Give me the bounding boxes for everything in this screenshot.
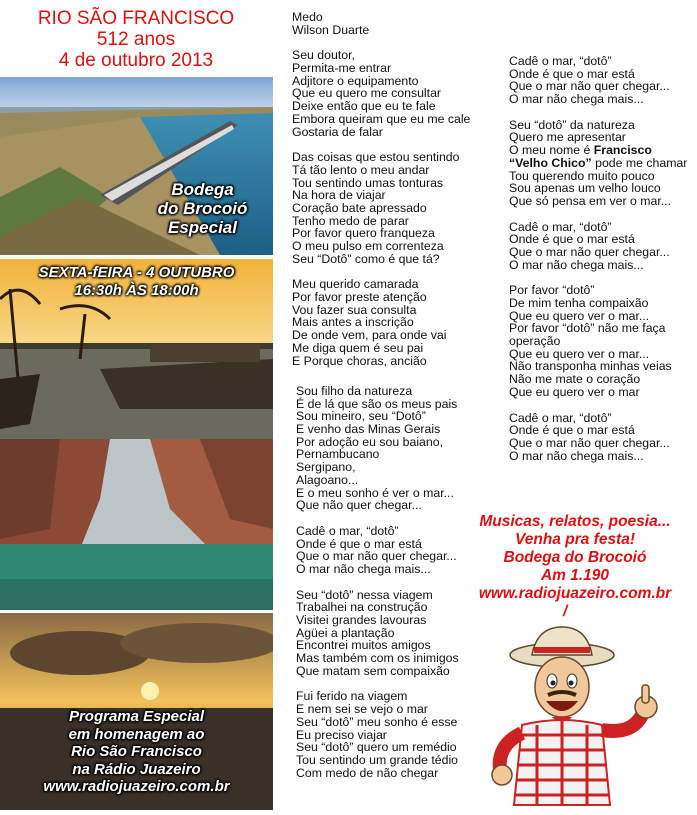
poem-line: Encontrei muitos amigos — [296, 638, 431, 653]
poem-line: Que o mar não quer chegar... — [296, 549, 457, 564]
poem-line: Onde é que o mar está — [509, 423, 635, 438]
poem-line: Cadê o mar, “dotô” — [509, 219, 612, 234]
poem-title: Medo — [292, 10, 323, 24]
poem-line: Sou mineiro, seu “Dotô” — [296, 409, 426, 424]
poem-line: Tou sentindo umas tonturas — [292, 175, 444, 190]
poem-line: Coração bate apressado — [292, 200, 427, 215]
poem-line: Visitei grandes lavouras — [296, 613, 427, 627]
header-years: 512 anos — [96, 29, 176, 50]
promo — [455, 513, 695, 621]
poem-line: Por favor “dotô” — [509, 283, 595, 298]
poem-line: Seu “dotô” nessa viagem — [296, 587, 433, 602]
poem-line: Seu “Dotô” como é que tá? — [292, 251, 440, 266]
poem-line: Cadê o mar, “dotô” — [509, 54, 612, 68]
poem-line: Me diga quem é seu pai — [292, 340, 424, 355]
poem-line: O mar não chega mais... — [509, 448, 644, 463]
poem-line: Agüei a plantação — [296, 625, 395, 640]
program-url[interactable]: www.radiojuazeiro.com.br — [43, 778, 230, 795]
poem-line: Cadê o mar, “dotô” — [296, 523, 399, 538]
bodega-badge — [140, 180, 265, 237]
poem-line: É de lá que são os meus pais — [296, 396, 458, 411]
poem-stanza — [296, 690, 459, 779]
poem-line: Que matam sem compaixão — [296, 663, 450, 678]
poem-line: E venho das Minas Gerais — [296, 422, 441, 437]
promo-line-4: Am 1.190 — [540, 567, 610, 584]
poem-column-1 — [292, 11, 470, 380]
poem-line: Não me mate o coração — [509, 372, 641, 387]
poem-stanza — [509, 119, 687, 208]
poem-line: Tou querendo muito pouco — [509, 168, 655, 183]
poem-line: Que o mar não quer chegar... — [509, 435, 670, 450]
poem-stanza — [509, 221, 687, 272]
poem-line: Permita-me entrar — [292, 61, 392, 76]
poem-line: Mais antes a inscrição — [292, 315, 414, 330]
poem-stanza — [509, 412, 687, 463]
poem-line: Não transponha minhas veias — [509, 359, 672, 374]
poem-line: Seu “dotô” quero um remédio — [296, 740, 457, 755]
poem-line: O mar não chega mais... — [509, 92, 644, 107]
poem-line: Meu querido camarada — [292, 277, 419, 292]
poem-line: Embora queiram que eu me cale — [292, 111, 471, 126]
cartoon-character — [482, 625, 692, 810]
poem-line: Que não quer chegar... — [296, 498, 422, 513]
poem-line: Seu doutor, — [292, 48, 355, 63]
poem-line: Sergipano, — [296, 460, 356, 475]
poem-line: Cadê o mar, “dotô” — [509, 410, 612, 425]
poem-line: operação — [509, 334, 561, 349]
promo-url[interactable]: www.radiojuazeiro.com.br — [478, 585, 672, 602]
program-line-2: em homenagem ao — [68, 725, 205, 743]
poem-line: Que eu quero me consultar — [292, 86, 442, 101]
poem-line: E o meu sonho é ver o mar... — [296, 485, 454, 500]
poem-line: Gostaria de falar — [292, 124, 383, 139]
badge-line-2: do Brocoió — [157, 199, 248, 218]
canyon-photo — [0, 439, 273, 610]
poem-line: Sou filho da natureza — [296, 384, 413, 398]
poem-line: O mar não chega mais... — [509, 257, 644, 272]
poem-line: Com medo de não chegar — [296, 765, 439, 780]
poem-line: Por adoção eu sou baiano, — [296, 434, 443, 449]
poem-line: Fui ferido na viagem — [296, 689, 408, 704]
poem-heading — [292, 11, 470, 36]
promo-slash: / — [563, 603, 568, 620]
poem-line: Que só pensa em ver o mar... — [509, 193, 671, 208]
poem-line: Por favor “dotô” não me faça — [509, 321, 666, 336]
canyon-image — [0, 439, 273, 610]
header-title: RIO SÃO FRANCISCO — [37, 8, 235, 29]
poem-line: Por favor preste atenção — [292, 290, 427, 305]
poem-stanza — [509, 55, 687, 106]
promo-line-1: Musicas, relatos, poesia... — [479, 513, 671, 530]
header-date: 4 de outubro 2013 — [58, 50, 214, 71]
poem-line: Por favor quero franqueza — [292, 226, 435, 241]
poem-stanza — [296, 525, 459, 576]
poem-line: “Velho Chico” pode me chamar — [509, 155, 688, 170]
badge-line-3: Especial — [168, 218, 237, 237]
poem-column-2 — [509, 55, 687, 475]
badge-line-1: Bodega — [171, 180, 234, 199]
program-line-3: Rio São Francisco — [71, 743, 202, 760]
promo-line-3: Bodega do Brocoió — [503, 549, 647, 566]
schedule-time: 16:30h ÀS 18:00h — [74, 282, 199, 299]
promo-line-2: Venha pra festa! — [514, 531, 636, 548]
poem-line: Onde é que o mar está — [509, 66, 635, 81]
poem-line: Onde é que o mar está — [296, 536, 422, 551]
program-info — [0, 708, 273, 796]
poem-line: Seu “dotô” da natureza — [509, 117, 635, 132]
poem-line: O meu nome é Francisco — [509, 143, 652, 158]
poem-line: De mim tenha compaixão — [509, 296, 649, 310]
poem-line: Que eu quero ver o mar... — [509, 346, 650, 361]
poem-line: Que o mar não quer chegar... — [509, 244, 670, 259]
poem-line: Que eu quero ver o mar... — [509, 308, 650, 323]
poem-stanzas-1b — [296, 385, 459, 779]
poem-column-1b — [296, 385, 459, 792]
poem-stanza — [292, 151, 470, 265]
poem-line: Quero me apresentar — [509, 130, 626, 145]
poem-stanza — [296, 589, 459, 678]
header — [0, 8, 272, 71]
poem-line: De onde vem, para onde vai — [292, 328, 447, 343]
poem-line: Tou sentindo um grande tédio — [296, 752, 459, 767]
poem-line: E Porque choras, ancião — [292, 353, 427, 368]
poem-line: Tá tão lento o meu andar — [292, 162, 430, 177]
poem-line: Seu “dotô” meu sonho é esse — [296, 714, 458, 729]
program-line-4: na Rádio Juazeiro — [72, 760, 201, 778]
poem-stanza — [509, 284, 687, 398]
poem-line: Trabalhei na construção — [296, 600, 428, 615]
poem-stanza — [296, 385, 459, 512]
poem-stanzas-2 — [509, 55, 687, 462]
poem-line: Na hora de viajar — [292, 188, 386, 203]
poem-line: Das coisas que estou sentindo — [292, 150, 460, 165]
poem-line: Alagoano... — [296, 472, 359, 487]
poem-line: Pernambucano — [296, 447, 380, 462]
poem-line: Sou apenas um velho louco — [509, 181, 661, 196]
poem-line: Deixe então que eu te fale — [292, 99, 436, 114]
poem-line: Mas também com os inimigos — [296, 651, 459, 666]
poem-line: E nem sei se vejo o mar — [296, 702, 428, 717]
poem-stanza — [292, 278, 470, 367]
poem-line: O mar não chega mais... — [296, 561, 431, 576]
poem-line: Tenho medo de parar — [292, 213, 409, 228]
poem-line: Eu preciso viajar — [296, 727, 387, 742]
schedule — [0, 264, 273, 300]
poem-line: Onde é que o mar está — [509, 232, 635, 247]
poem-line: Que eu quero ver o mar — [509, 384, 640, 399]
cartoon-man-icon — [482, 625, 692, 810]
poem-stanza — [292, 49, 470, 138]
poem-line: Vou fazer sua consulta — [292, 302, 417, 317]
poem-line: Adjitore o equipamento — [292, 73, 419, 88]
poem-line: O meu pulso em correnteza — [292, 239, 444, 253]
program-line-1: Programa Especial — [68, 708, 205, 725]
schedule-day: SEXTA-fEIRA - 4 OUTUBRO — [38, 264, 235, 281]
poem-stanzas-1 — [292, 49, 470, 367]
poem-line: Que o mar não quer chegar... — [509, 79, 670, 94]
poem-author: Wilson Duarte — [292, 22, 370, 37]
